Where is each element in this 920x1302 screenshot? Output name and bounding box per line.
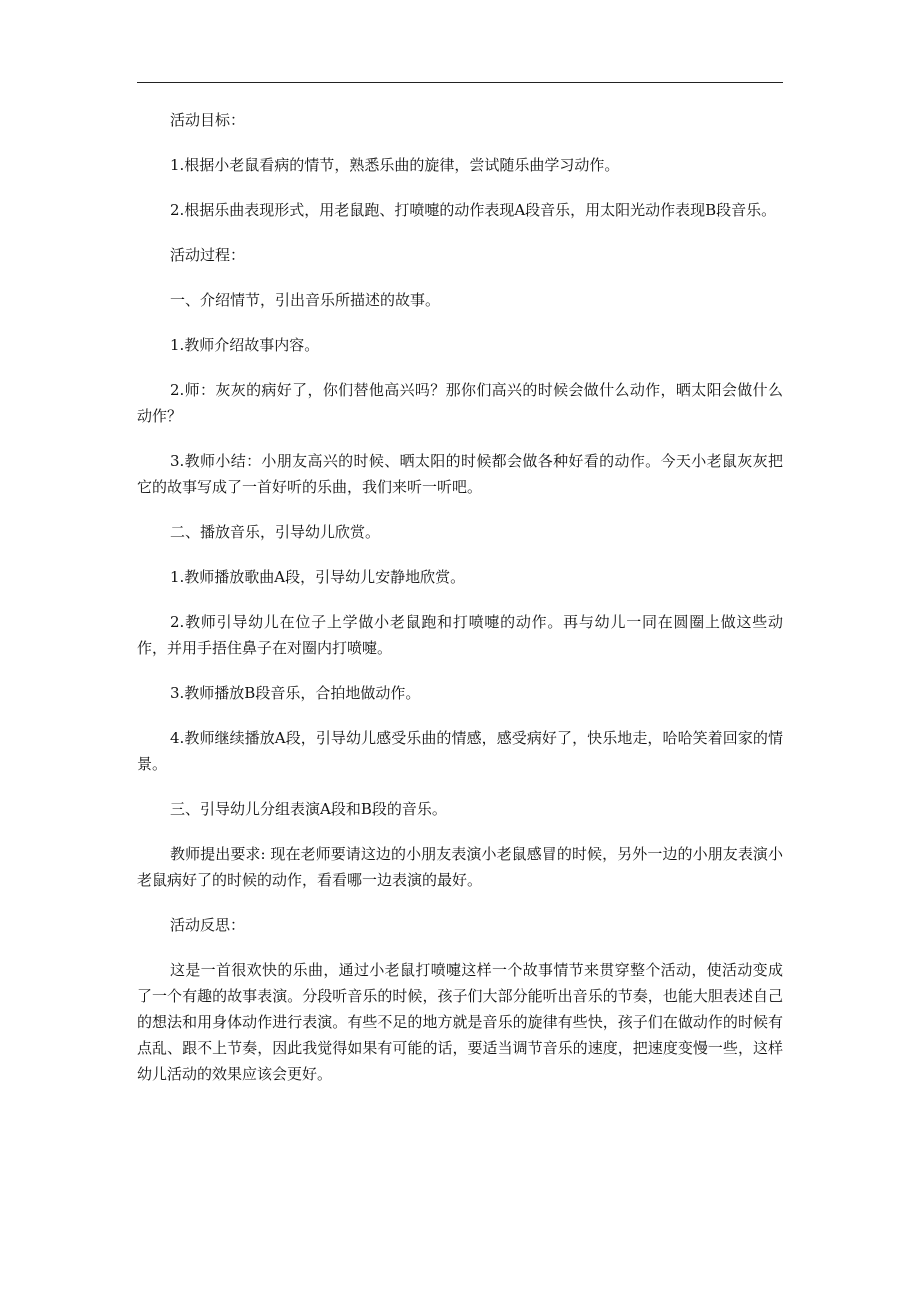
- paragraph-step-2: 二、播放音乐，引导幼儿欣赏。: [170, 523, 381, 541]
- paragraph-goal-2: 2.根据乐曲表现形式，用老鼠跑、打喷嚏的动作表现A段音乐，用太阳光动作表现B段音乐。: [170, 201, 777, 219]
- paragraph-step-2-2: 2.教师引导幼儿在位子上学做小老鼠跑和打喷嚏的动作。再与幼儿一同在圆圈上做这些动作，并用手捂住鼻子在对圈内打喷嚏。: [137, 613, 783, 657]
- paragraph-goal-1: 1.根据小老鼠看病的情节，熟悉乐曲的旋律，尝试随乐曲学习动作。: [170, 156, 620, 174]
- paragraph-step-1-2: 2.师：灰灰的病好了，你们替他高兴吗？那你们高兴的时候会做什么动作，晒太阳会做什么动作？: [137, 381, 783, 425]
- paragraph-step-1-3: 3.教师小结：小朋友高兴的时候、晒太阳的时候都会做各种好看的动作。今天小老鼠灰灰把它的故事写成了一首好听的乐曲，我们来听一听吧。: [137, 452, 783, 496]
- paragraph-step-2-4: 4.教师继续播放A段，引导幼儿感受乐曲的情感，感受病好了，快乐地走，哈哈笑着回家的情景。: [137, 729, 783, 773]
- paragraph-step-3-detail: 教师提出要求: 现在老师要请这边的小朋友表演小老鼠感冒的时候，另外一边的小朋友表演小老鼠病好了的时候的动作，看看哪一边表演的最好。: [137, 845, 783, 889]
- paragraph-step-3: 三、引导幼儿分组表演A段和B段的音乐。: [170, 800, 447, 818]
- paragraph-step-1: 一、介绍情节，引出音乐所描述的故事。: [170, 291, 441, 309]
- header-rule: [137, 82, 783, 83]
- paragraph-reflection: 这是一首很欢快的乐曲，通过小老鼠打喷嚏这样一个故事情节来贯穿整个活动，使活动变成了一个有趣的故事表演。分段听音乐的时候，孩子们大部分能听出音乐的节奏，也能大胆表述自己的想法和用身体动作进行表演。有些不足的地方就是音乐的旋律有些快，孩子们在做动作的时候有点乱、跟不上节奏，因此我觉得如果有可能的话，要适当调节音乐的速度，把速度变慢一些，这样幼儿活动的效果应该会更好。: [137, 961, 783, 1083]
- section-heading-process: 活动过程：: [170, 246, 246, 264]
- paragraph-step-1-1: 1.教师介绍故事内容。: [170, 336, 320, 354]
- document-body: [137, 107, 783, 1106]
- paragraph-step-2-3: 3.教师播放B段音乐，合拍地做动作。: [170, 684, 421, 702]
- section-heading-goals: 活动目标：: [170, 111, 246, 129]
- section-heading-reflection: 活动反思：: [170, 916, 246, 934]
- paragraph-step-2-1: 1.教师播放歌曲A段，引导幼儿安静地欣赏。: [170, 568, 466, 586]
